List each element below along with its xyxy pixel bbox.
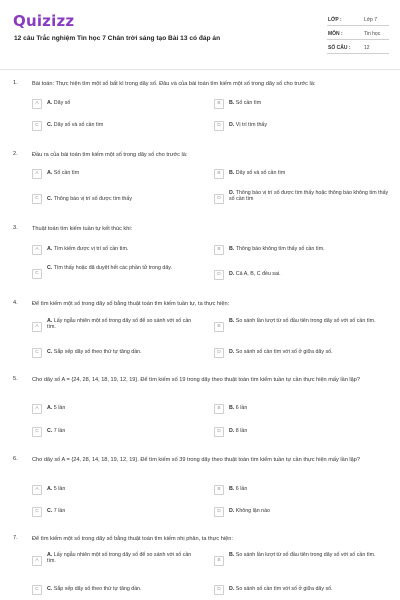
option-text: 8 lần bbox=[235, 428, 248, 434]
option-letter-box: A bbox=[32, 245, 42, 255]
option-prefix: A. bbox=[47, 100, 53, 106]
quizizz-logo: Quizizz bbox=[13, 12, 75, 30]
option-letter-box: C bbox=[32, 348, 42, 358]
option-prefix: A. bbox=[47, 318, 53, 324]
option-text: So sánh lần lượt từ số đầu tiên trong dãy số với số cần tìm. bbox=[235, 318, 376, 324]
option-letter-box: D bbox=[214, 270, 224, 280]
option-text: 5 lần bbox=[53, 486, 66, 492]
option-prefix: C. bbox=[47, 508, 53, 514]
option-text: So sánh số cần tìm với số ở giữa dãy số. bbox=[235, 586, 333, 592]
option-prefix: B. bbox=[229, 318, 235, 324]
option-letter-box: A bbox=[32, 404, 42, 414]
option-prefix: A. bbox=[47, 552, 53, 558]
meta-label: LỚP : bbox=[328, 17, 342, 23]
question-3 bbox=[0, 225, 400, 291]
question-text: Để tìm kiếm một số trong dãy số bằng thuật toán tìm kiếm nhị phân, ta thực hiện: bbox=[32, 536, 233, 542]
option-text: Dãy số và số cần tìm bbox=[53, 122, 104, 128]
option-prefix: C. bbox=[47, 122, 53, 128]
option-prefix: B. bbox=[229, 405, 235, 411]
question-number: 6. bbox=[13, 456, 18, 462]
option-letter-box: A bbox=[32, 99, 42, 109]
question-text: Thuật toán tìm kiếm tuần tự kết thúc khi: bbox=[32, 226, 133, 232]
option-letter-box: B bbox=[214, 404, 224, 414]
option-text: 6 lần bbox=[235, 486, 248, 492]
option-prefix: A. bbox=[47, 170, 53, 176]
option-text: Sắp xếp dãy số theo thứ tự tăng dần. bbox=[53, 586, 142, 592]
option-letter-box: D bbox=[214, 427, 224, 437]
option-prefix: B. bbox=[229, 100, 235, 106]
question-4 bbox=[0, 300, 400, 368]
option-letter-box: D bbox=[214, 585, 224, 595]
question-text: Đầu ra của bài toán tìm kiếm một số trong dãy số cho trước là: bbox=[32, 152, 188, 158]
option-prefix: D. bbox=[229, 586, 235, 592]
meta-subject bbox=[327, 30, 389, 40]
option-text: Số cần tìm bbox=[53, 170, 80, 176]
option-letter-box: C bbox=[32, 121, 42, 131]
question-7 bbox=[0, 535, 400, 600]
option-text: Thông báo vị trí số được tìm thấy hoặc thông báo không tìm thấy số cần tìm bbox=[229, 190, 389, 203]
option-prefix: D. bbox=[229, 349, 235, 355]
option-prefix: C. bbox=[47, 586, 53, 592]
option-prefix: D. bbox=[229, 428, 235, 434]
option-prefix: A. bbox=[47, 246, 53, 252]
option-prefix: B. bbox=[229, 486, 235, 492]
question-number: 5. bbox=[13, 376, 18, 382]
option-letter-box: A bbox=[32, 169, 42, 179]
option-text: Vị trí tìm thấy bbox=[235, 122, 267, 128]
option-letter-box: C bbox=[32, 269, 42, 279]
option-text: Dãy số bbox=[53, 100, 71, 106]
question-6 bbox=[0, 456, 400, 524]
question-5 bbox=[0, 376, 400, 444]
question-1 bbox=[0, 80, 400, 140]
meta-value: Tin học bbox=[364, 31, 381, 37]
question-text: Cho dãy số A = {24, 28, 14, 18, 19, 12, 19}. Để tìm kiếm số 19 trong dãy theo thuật toán tìm kiếm tuần tự cần thực hiện mấy lần lặp? bbox=[32, 377, 360, 383]
option-letter-box: D bbox=[214, 194, 224, 204]
question-text: Để tìm kiếm một số trong dãy số bằng thuật toán tìm kiếm tuần tự, ta thực hiện: bbox=[32, 301, 230, 307]
meta-label: MÔN : bbox=[328, 31, 343, 37]
meta-label: SỐ CÂU : bbox=[328, 45, 351, 51]
question-number: 3. bbox=[13, 225, 18, 231]
option-text: Dãy số và số cần tìm bbox=[235, 170, 286, 176]
worksheet-header bbox=[0, 0, 400, 70]
option-letter-box: C bbox=[32, 507, 42, 517]
option-text: 7 lần bbox=[53, 428, 66, 434]
option-text: Số cần tìm bbox=[235, 100, 262, 106]
option-letter-box: D bbox=[214, 348, 224, 358]
option-text: Sắp xếp dãy số theo thứ tự tăng dần. bbox=[53, 349, 142, 355]
option-prefix: D. bbox=[229, 271, 235, 277]
option-letter-box: B bbox=[214, 485, 224, 495]
question-text: Bài toán: Thực hiện tìm một số bất kì trong dãy số. Đâu và của bài toán tìm kiếm một số trong dãy số cho trước là: bbox=[32, 81, 316, 87]
option-letter-box: B bbox=[214, 245, 224, 255]
option-letter-box: D bbox=[214, 507, 224, 517]
question-text: Cho dãy số A = {24, 28, 14, 18, 19, 12, 19}. Để tìm kiếm số 39 trong dãy theo thuật toán tìm kiếm tuần tự cần thực hiện mấy lần lặp? bbox=[32, 457, 360, 463]
question-number: 7. bbox=[13, 535, 18, 541]
option-letter-box: B bbox=[214, 99, 224, 109]
question-2 bbox=[0, 151, 400, 215]
meta-class bbox=[327, 16, 389, 26]
option-text: Tìm kiếm được vị trí số cần tìm. bbox=[53, 246, 129, 252]
option-letter-box: B bbox=[214, 322, 224, 332]
option-prefix: A. bbox=[47, 405, 53, 411]
option-letter-box: C bbox=[32, 585, 42, 595]
option-text: 7 lần bbox=[53, 508, 66, 514]
option-text: Không lặn nào bbox=[235, 508, 270, 514]
option-letter-box: D bbox=[214, 121, 224, 131]
meta-question-count bbox=[327, 44, 389, 54]
option-prefix: D. bbox=[229, 508, 235, 514]
question-number: 1. bbox=[13, 80, 18, 86]
option-letter-box: A bbox=[32, 322, 42, 332]
option-prefix: D. bbox=[229, 122, 235, 128]
worksheet-title: 12 câu Trắc nghiệm Tin học 7 Chân trời sáng tạo Bài 13 có đáp án bbox=[14, 35, 221, 42]
option-letter-box: C bbox=[32, 194, 42, 204]
option-prefix: D. bbox=[229, 190, 235, 196]
option-text: So sánh số cần tìm với số ở giữa dãy số. bbox=[235, 349, 333, 355]
question-number: 4. bbox=[13, 300, 18, 306]
option-text: 5 lần bbox=[53, 405, 66, 411]
option-prefix: C. bbox=[47, 265, 53, 271]
option-prefix: B. bbox=[229, 170, 235, 176]
option-prefix: C. bbox=[47, 196, 53, 202]
option-text: Tìm thấy hoặc đã duyệt hết các phần tử trong dãy. bbox=[53, 265, 172, 271]
option-text: Thông báo không tìm thấy số cần tìm. bbox=[235, 246, 325, 252]
option-prefix: A. bbox=[47, 486, 53, 492]
option-letter-box: B bbox=[214, 169, 224, 179]
question-number: 2. bbox=[13, 151, 18, 157]
option-letter-box: C bbox=[32, 427, 42, 437]
option-prefix: C. bbox=[47, 428, 53, 434]
option-text: Thông báo vị trí số được tìm thấy bbox=[53, 196, 132, 202]
option-letter-box: A bbox=[32, 485, 42, 495]
meta-value: 12 bbox=[364, 45, 370, 51]
option-prefix: C. bbox=[47, 349, 53, 355]
option-text: Lấy ngẫu nhiên một số trong dãy số để so sánh với số cần tìm. bbox=[47, 552, 192, 565]
option-text: Lấy ngẫu nhiên một số trong dãy số để so sánh với số cần tìm. bbox=[47, 318, 192, 331]
option-prefix: B. bbox=[229, 246, 235, 252]
option-text: 6 lần bbox=[235, 405, 248, 411]
option-letter-box: A bbox=[32, 556, 42, 566]
option-text: Cả A, B, C đều sai. bbox=[235, 271, 281, 277]
meta-value: Lớp 7 bbox=[364, 17, 378, 23]
option-letter-box: B bbox=[214, 556, 224, 566]
option-text: So sánh lần lượt từ số đầu tiên trong dãy số với số cần tìm. bbox=[235, 552, 376, 558]
option-prefix: B. bbox=[229, 552, 235, 558]
